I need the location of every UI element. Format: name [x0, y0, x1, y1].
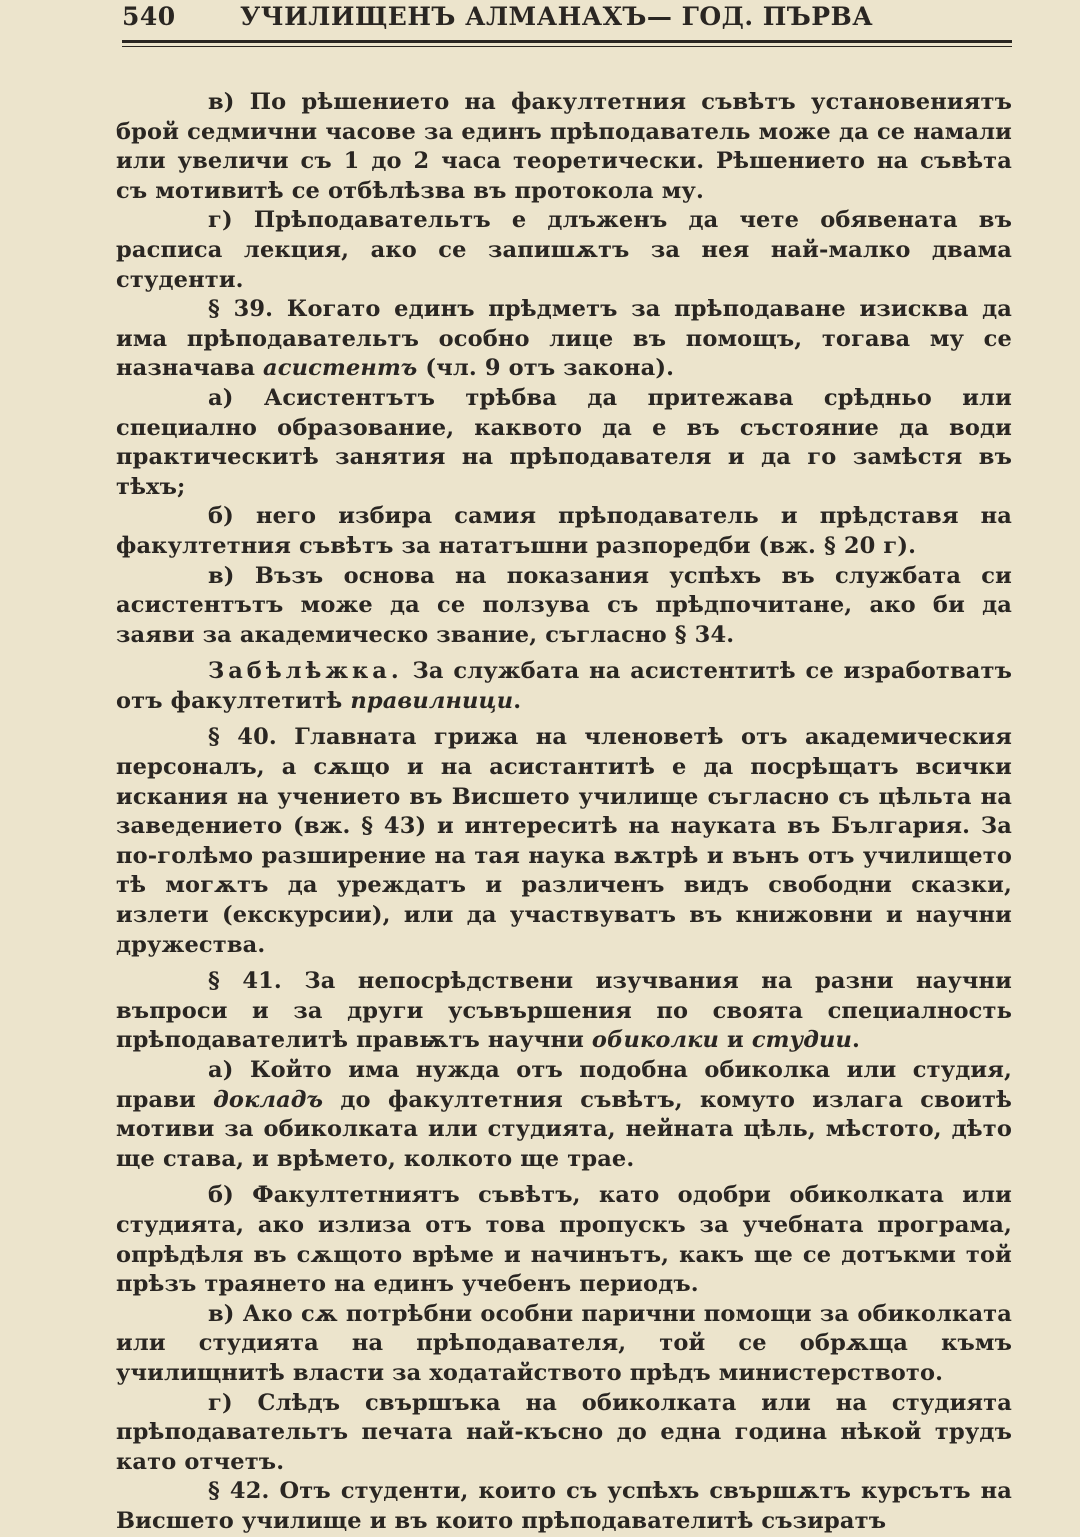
section-41: § 41. За непосрѣдствени изучвания на разни научни въпроси и за други усъвършения по своята специалность прѣподавателитѣ правѭтъ научни обиколки и студии.: [116, 968, 1012, 1054]
italic-term: студии: [751, 1027, 853, 1054]
body-text: [116, 88, 1012, 1537]
running-header: [122, 0, 1012, 40]
paragraph: г) Слѣдъ свършъка на обиколката или на студията прѣподавательтъ печата най-късно до една година нѣкой трудъ като отчетъ.: [116, 1389, 1012, 1475]
header-rule-thick: [122, 40, 1012, 43]
italic-term: правилници: [350, 687, 514, 714]
paragraph: а) Асистентътъ трѣбва да притежава срѣдньо или специално образование, каквото да е въ състояние да води практическитѣ занятия на прѣподавателя и да го замѣстя въ тѣхъ;: [116, 384, 1012, 500]
note-label: Забѣлѣжка.: [208, 658, 403, 685]
page-number: 540: [122, 2, 176, 31]
header-rule-thin: [122, 46, 1012, 47]
italic-term: обиколки: [591, 1027, 719, 1054]
paragraph: в) Ако сѫ потрѣбни особни парични помощи за обиколката или студията на прѣподавателя, той се обрѫща къмъ училищнитѣ власти за ходатайството прѣдъ министерството.: [116, 1300, 1012, 1386]
section-40: § 40. Главната грижа на членоветѣ отъ академическия персоналъ, а сѫщо и на асистантитѣ е да посрѣщатъ всички искания на учението въ Висшето училище съгласно съ цѣльта на заведението (вж. § 43) и интереситѣ на науката въ България. За по-голѣмо разширение на тая наука вѫтрѣ и вънъ отъ училището тѣ могѫтъ да уреждатъ и различенъ видъ свободни сказки, излети (екскурсии), или да участвуватъ въ книжовни и научни дружества.: [116, 724, 1012, 958]
paragraph: в) Възъ основа на показания успѣхъ въ службата си асистентътъ може да се ползува съ прѣдпочитане, ако би да заяви за академическо звание, съгласно § 34.: [116, 562, 1012, 648]
paragraph: в) По рѣшението на факултетния съвѣтъ установениятъ брой седмични часове за единъ прѣподаватель може да се намали или увеличи съ 1 до 2 часа теоретически. Рѣшението на съвѣта съ мотивитѣ се отбѣлѣзва въ протокола му.: [116, 89, 1012, 204]
paragraph: г) Прѣподавательтъ е длъженъ да чете обявената въ расписа лекция, ако се запишѫтъ за нея най-малко двама студенти.: [116, 207, 1012, 293]
note: Забѣлѣжка. За службата на асистентитѣ се изработватъ отъ факултетитѣ правилници.: [116, 658, 1012, 714]
italic-term: докладъ: [213, 1086, 324, 1113]
paragraph: б) Факултетниятъ съвѣтъ, като одобри обиколката или студията, ако излиза отъ това пропускъ за учебната програма, опрѣдѣля въ сѫщото врѣме и начинътъ, какъ ще се дотъкми той прѣзъ траянето на единъ учебенъ периодъ.: [116, 1182, 1012, 1298]
section-39: § 39. Когато единъ прѣдметъ за прѣподаване изисква да има прѣподавательтъ особно лице въ помощъ, тогава му се назначава асистентъ (чл. 9 отъ закона).: [116, 296, 1012, 382]
section-42: § 42. Отъ студенти, които съ успѣхъ свършѫтъ курсътъ на Висшето училище и въ които прѣподавателитѣ съзиратъ: [116, 1478, 1012, 1534]
running-title: УЧИЛИЩЕНЪ АЛМАНАХЪ— ГОД. ПЪРВА: [240, 2, 874, 31]
paragraph: б) него избира самия прѣподаватель и прѣдставя на факултетния съвѣтъ за нататъшни разпоредби (вж. § 20 г).: [116, 503, 1012, 559]
italic-term: асистентъ: [263, 355, 418, 382]
paragraph: а) Който има нужда отъ подобна обиколка или студия, прави докладъ до факултетния съвѣтъ, комуто излага своитѣ мотиви за обиколката или студията, нейната цѣль, мѣстото, дѣто ще става, и врѣмето, колкото ще трае.: [116, 1057, 1012, 1172]
